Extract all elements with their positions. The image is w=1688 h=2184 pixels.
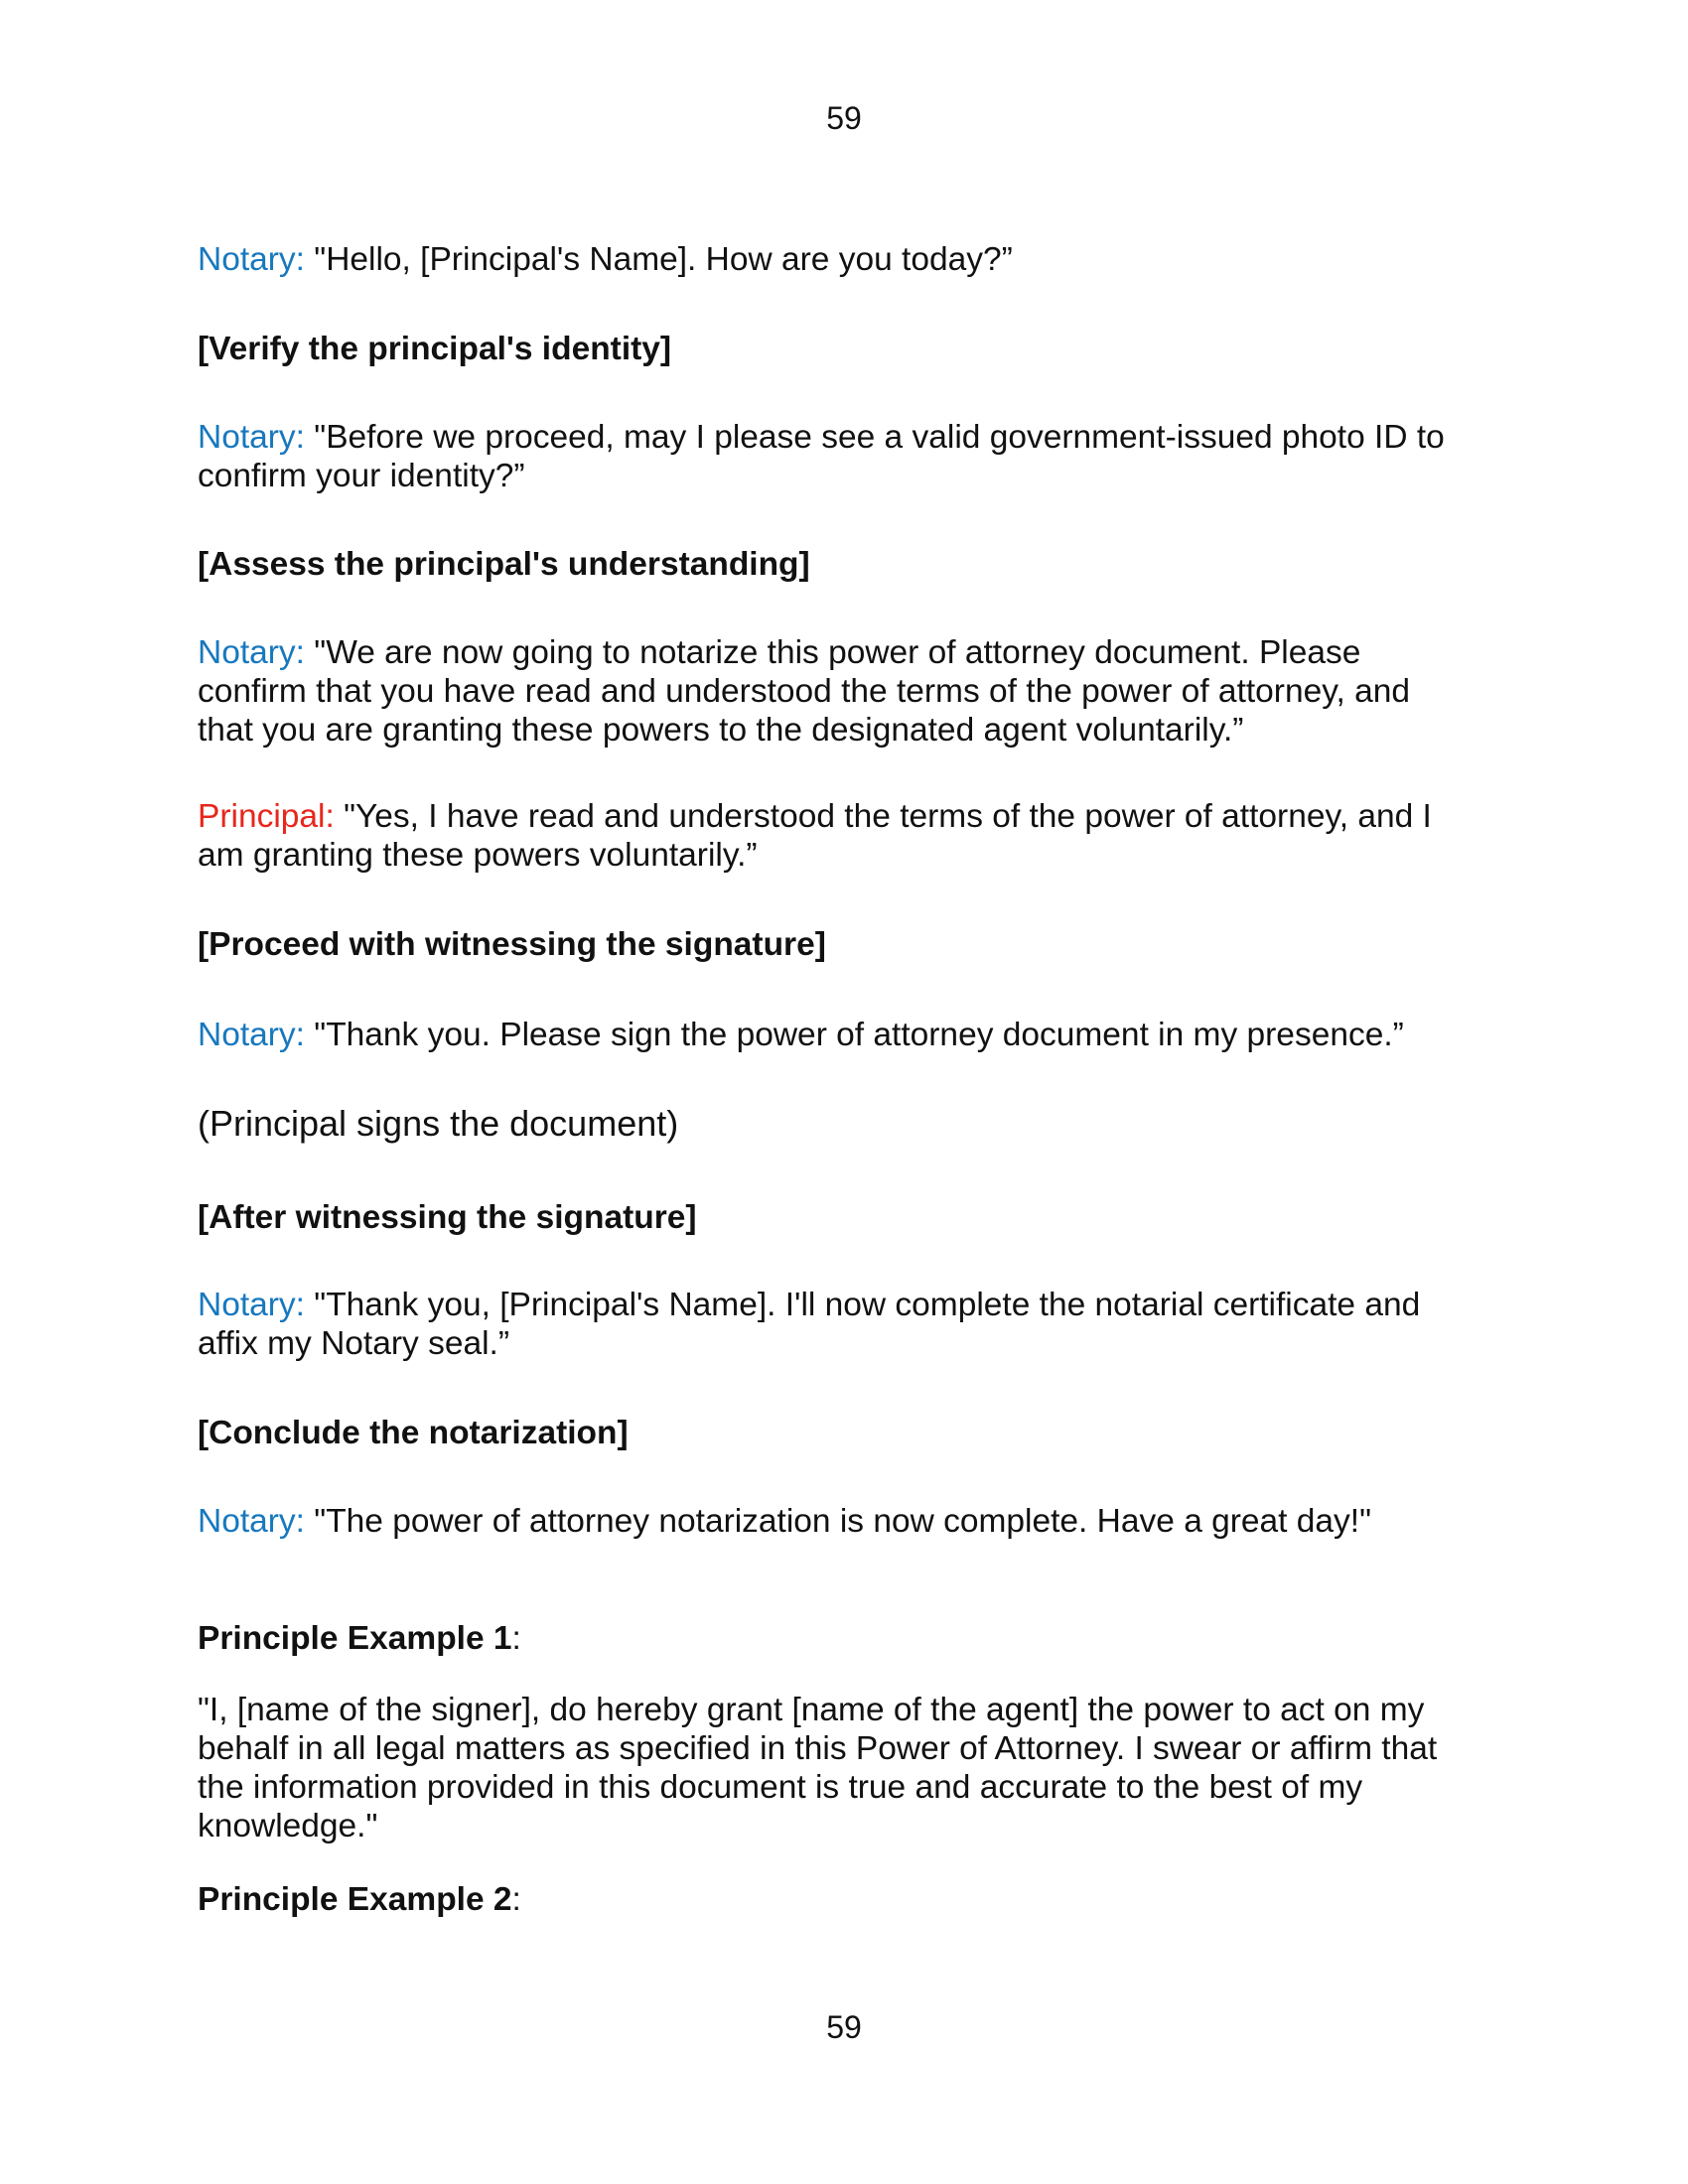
- dialogue-text: affix my Notary seal.”: [198, 1325, 509, 1362]
- speaker-notary: Notary:: [198, 1017, 305, 1053]
- example-label: Principle Example 2: [198, 1881, 512, 1918]
- page-number-top: 59: [826, 100, 862, 136]
- stage-direction: (Principal signs the document): [198, 1103, 679, 1144]
- speaker-notary: Notary:: [198, 419, 305, 456]
- dialogue-text: "The power of attorney notarization is now complete. Have a great day!": [314, 1503, 1372, 1540]
- notary-line-closing: [198, 1502, 1508, 1541]
- example-colon: :: [511, 1620, 521, 1657]
- quote-line: behalf in all legal matters as specified in this Power of Attorney. I swear or affirm that: [198, 1730, 1438, 1767]
- quote-line: "I, [name of the signer], do hereby grant [name of the agent] the power to act on my: [198, 1692, 1425, 1728]
- notary-line-sign-request: [198, 1016, 1508, 1054]
- notary-line-confirm-terms: [198, 633, 1508, 750]
- dialogue-text: confirm that you have read and understood the terms of the power of attorney, and: [198, 673, 1410, 710]
- dialogue-text: am granting these powers voluntarily.”: [198, 837, 758, 874]
- example-colon: :: [511, 1881, 521, 1918]
- quote-line: the information provided in this document is true and accurate to the best of my: [198, 1769, 1363, 1806]
- dialogue-text: confirm your identity?”: [198, 458, 525, 494]
- notary-line-greeting: [198, 240, 1508, 279]
- principle-example-1-quote: [198, 1691, 1508, 1845]
- dialogue-text: "Thank you, [Principal's Name]. I'll now complete the notarial certificate and: [314, 1287, 1421, 1323]
- section-heading-assess-understanding: [Assess the principal's understanding]: [198, 546, 810, 583]
- section-heading-proceed-witnessing: [Proceed with witnessing the signature]: [198, 926, 826, 963]
- notary-line-complete-certificate: [198, 1286, 1508, 1363]
- speaker-principal: Principal:: [198, 798, 335, 835]
- speaker-notary: Notary:: [198, 1287, 305, 1323]
- dialogue-text: that you are granting these powers to the designated agent voluntarily.”: [198, 712, 1244, 749]
- page-number-bottom: 59: [826, 2009, 862, 2045]
- quote-line: knowledge.": [198, 1808, 378, 1844]
- speaker-notary: Notary:: [198, 1503, 305, 1540]
- dialogue-text: "Yes, I have read and understood the terms of the power of attorney, and I: [344, 798, 1432, 835]
- speaker-notary: Notary:: [198, 634, 305, 671]
- notary-line-request-id: [198, 418, 1508, 495]
- dialogue-text: "Thank you. Please sign the power of attorney document in my presence.”: [314, 1017, 1404, 1053]
- section-heading-after-witnessing: [After witnessing the signature]: [198, 1199, 697, 1236]
- dialogue-text: "Before we proceed, may I please see a valid government-issued photo ID to: [314, 419, 1445, 456]
- section-heading-conclude: [Conclude the notarization]: [198, 1415, 629, 1451]
- dialogue-text: "Hello, [Principal's Name]. How are you today?”: [314, 241, 1013, 278]
- example-label: Principle Example 1: [198, 1620, 512, 1657]
- section-heading-verify-identity: [Verify the principal's identity]: [198, 331, 672, 367]
- principle-example-2-heading: [198, 1880, 1508, 1919]
- speaker-notary: Notary:: [198, 241, 305, 278]
- principle-example-1-heading: [198, 1619, 1508, 1658]
- principal-line-confirm: [198, 797, 1508, 875]
- dialogue-text: "We are now going to notarize this power of attorney document. Please: [314, 634, 1361, 671]
